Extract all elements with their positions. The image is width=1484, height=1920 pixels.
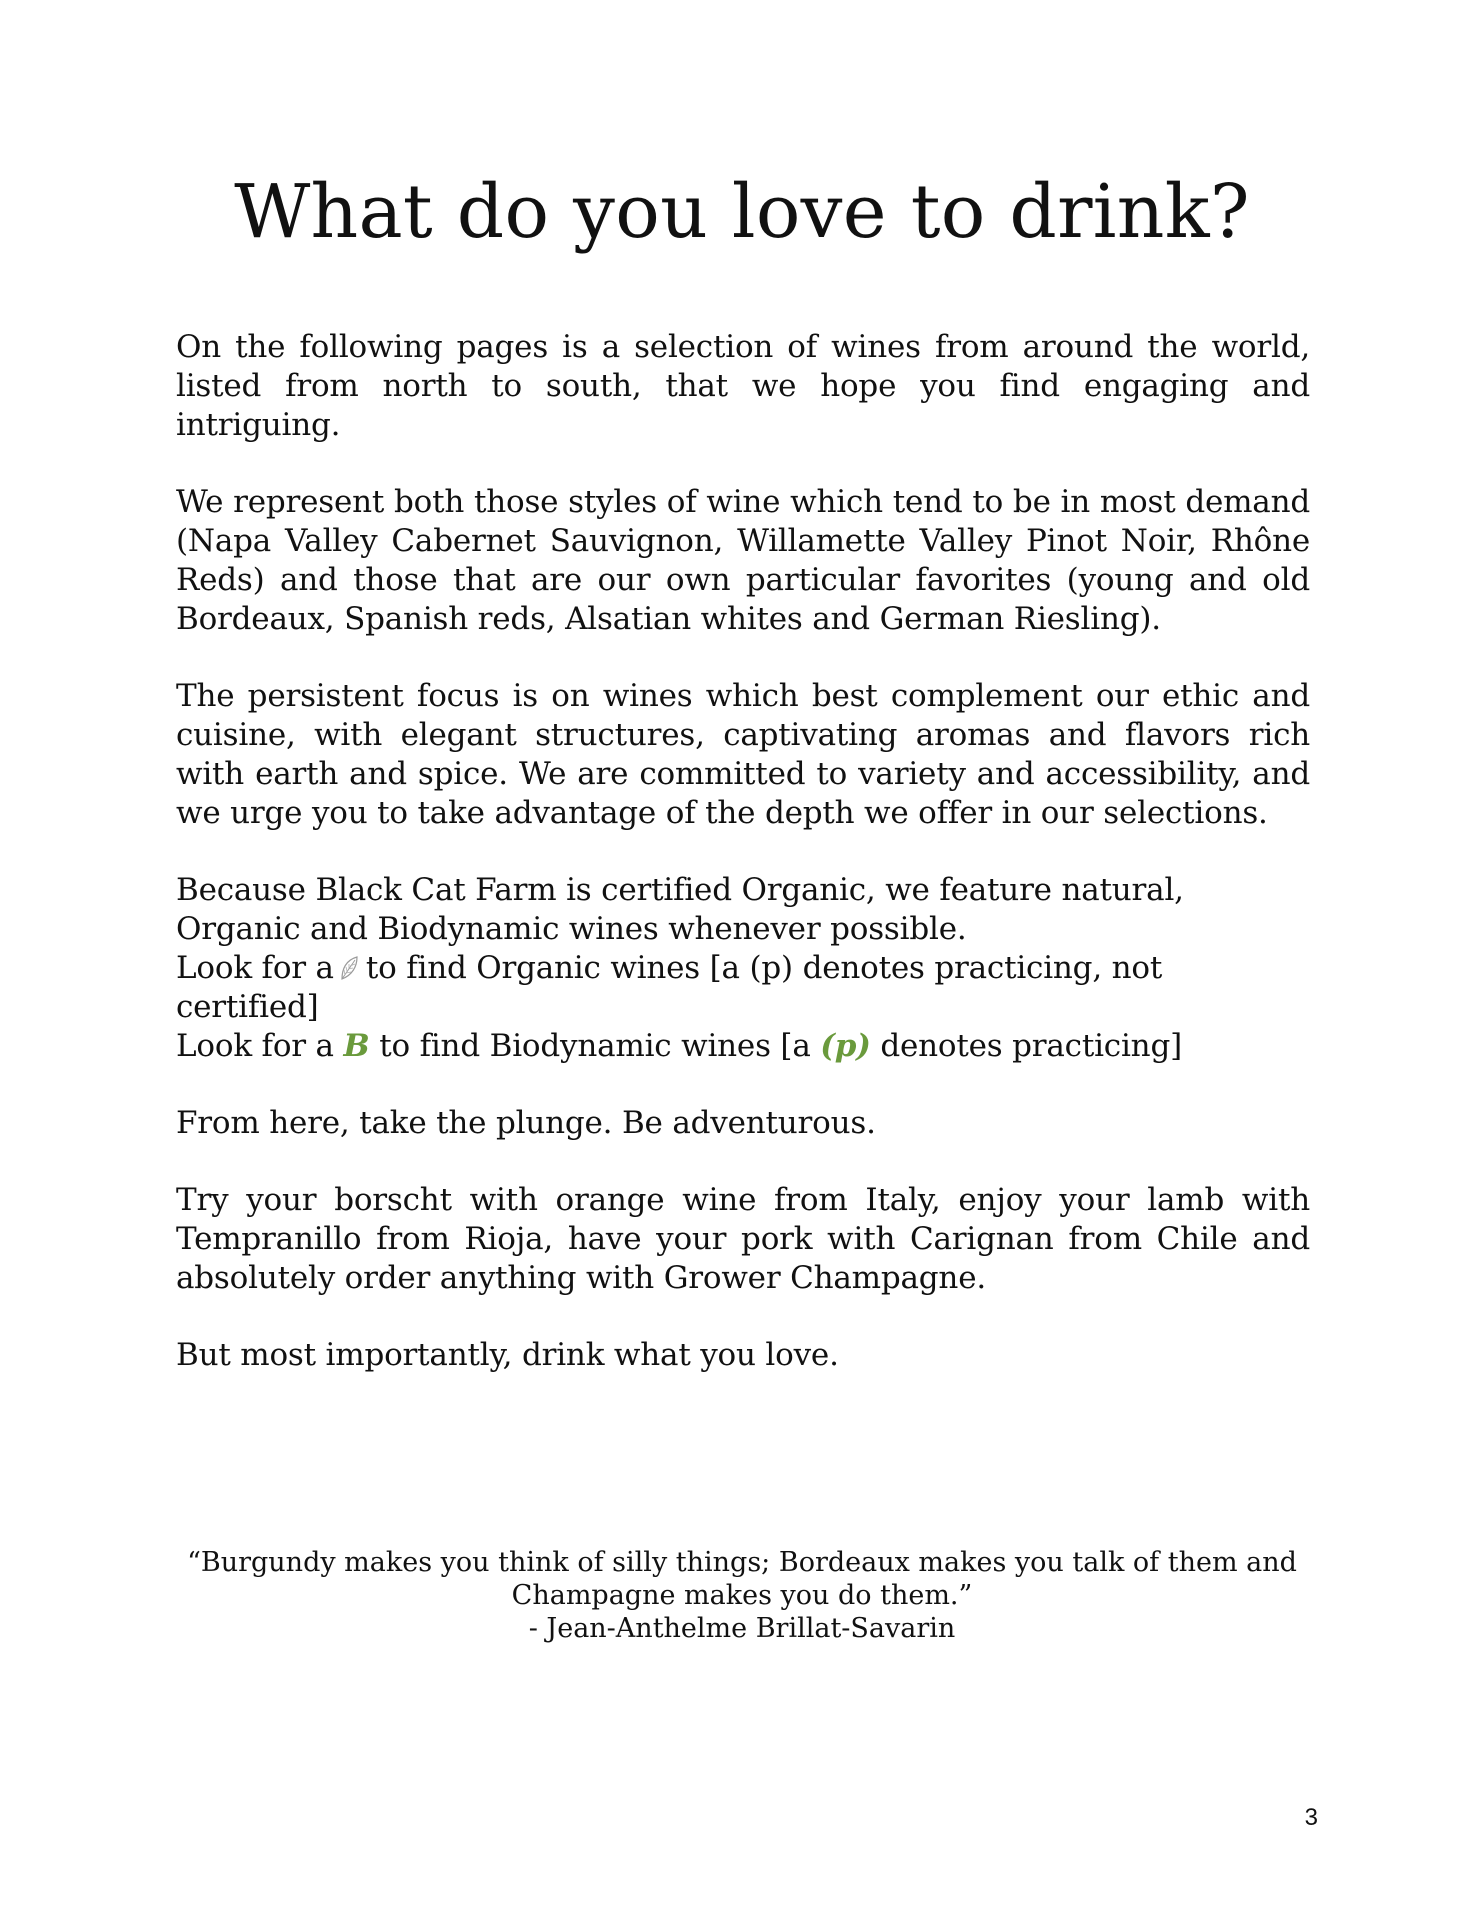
- quote-block: [0, 1546, 1484, 1645]
- body-text: [176, 328, 1310, 1375]
- quote-attribution: - Jean-Anthelme Brillat-Savarin: [528, 1613, 956, 1644]
- organic-legend-line: [176, 949, 1310, 1027]
- biodynamic-legend-prefix: Look for a: [176, 1028, 334, 1064]
- organic-legend-suffix: to find Organic wines [a (p) denotes practicing, not certified]: [176, 950, 1163, 1025]
- quote-line-2: Champagne makes you do them.”: [511, 1580, 973, 1611]
- biodynamic-legend-middle: to find Biodynamic wines [a: [379, 1028, 811, 1064]
- styles-paragraph: We represent both those styles of wine which tend to be in most demand (Napa Valley Cabernet Sauvignon, Willamette Valley Pinot Noir, Rhône Reds) and those that are our own particular favorites (young and old Bordeaux, Spanish reds, Alsatian whites and German Riesling).: [176, 484, 1310, 637]
- focus-paragraph: The persistent focus is on wines which best complement our ethic and cuisine, with elegant structures, captivating aromas and flavors rich with earth and spice. We are committed to variety and accessibility, and we urge you to take advantage of the depth we offer in our selections.: [176, 678, 1310, 831]
- quote-line-1: “Burgundy makes you think of silly things; Bordeaux makes you talk of them and: [187, 1547, 1297, 1578]
- intro-paragraph: On the following pages is a selection of wines from around the world, listed from north to south, that we hope you find engaging and intriguing.: [176, 329, 1310, 443]
- biodynamic-legend-suffix: denotes practicing]: [880, 1028, 1182, 1064]
- leaf-icon: [338, 955, 360, 981]
- organic-legend-prefix: Look for a: [176, 950, 334, 986]
- biodynamic-practicing-mark: (p): [820, 1028, 871, 1064]
- biodynamic-legend-line: [176, 1027, 1310, 1066]
- plunge-paragraph: From here, take the plunge. Be adventurous.: [176, 1105, 876, 1141]
- certification-paragraph: Because Black Cat Farm is certified Organic, we feature natural, Organic and Biodynamic wines whenever possible.: [176, 872, 1184, 947]
- closing-paragraph: But most importantly, drink what you love.: [176, 1337, 839, 1373]
- pairing-paragraph: Try your borscht with orange wine from Italy, enjoy your lamb with Tempranillo from Rioja, have your pork with Carignan from Chile and absolutely order anything with Grower Champagne.: [176, 1182, 1310, 1296]
- page-number: 3: [1304, 1804, 1318, 1831]
- page-title: What do you love to drink?: [234, 169, 1250, 255]
- biodynamic-mark: B: [343, 1028, 370, 1064]
- organic-legend-block: [176, 871, 1310, 1066]
